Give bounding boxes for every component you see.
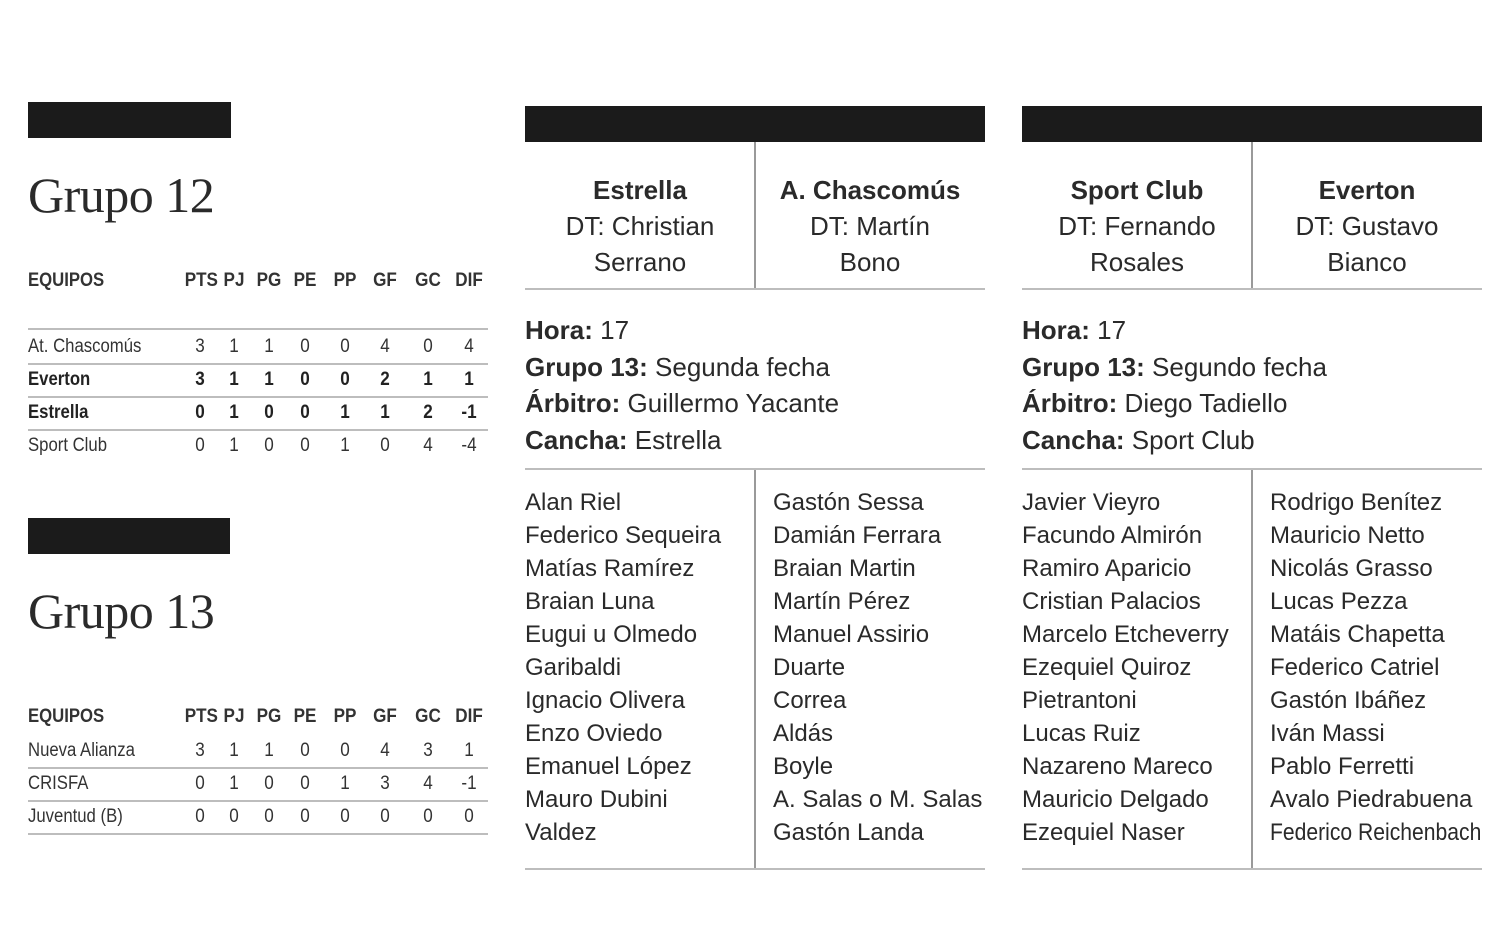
- player-name: Gastón Sessa: [773, 489, 924, 516]
- home-coach-line: DT: Fernando: [1058, 211, 1216, 241]
- player-name: Lucas Ruiz: [1022, 720, 1141, 747]
- stat-dif: 1: [464, 740, 474, 761]
- group-12-title: Grupo 12: [28, 167, 215, 223]
- match-header-bar: [1022, 106, 1482, 142]
- team-name: CRISFA: [28, 773, 89, 794]
- info-line: [525, 422, 839, 459]
- info-line: [525, 385, 839, 422]
- table-row: [28, 398, 488, 429]
- standings-header-row: [28, 706, 488, 732]
- info-value: Estrella: [627, 424, 722, 455]
- stat-pg: 0: [264, 402, 274, 423]
- header-equipos: EQUIPOS: [28, 706, 105, 727]
- player-name: Federico Catriel: [1270, 654, 1440, 681]
- stat-pe: 0: [300, 806, 310, 827]
- info-line: [1022, 312, 1327, 349]
- info-label: Cancha:: [1022, 424, 1125, 455]
- stat-pp: 1: [340, 435, 350, 456]
- stat-pts: 3: [195, 740, 205, 761]
- match-card-sportclub-everton: [1022, 106, 1482, 876]
- info-value: Guillermo Yacante: [620, 388, 840, 418]
- header-pj: PJ: [223, 706, 245, 727]
- stat-dif: 0: [464, 806, 474, 827]
- player-name: Valdez: [525, 819, 597, 846]
- header-pts: PTS: [184, 270, 218, 291]
- player-name: Braian Luna: [525, 588, 655, 615]
- player-name: Manuel Assirio: [773, 621, 930, 648]
- player-name: Mauricio Netto: [1270, 522, 1425, 549]
- team-name: Nueva Alianza: [28, 740, 135, 761]
- stat-gf: 1: [380, 402, 390, 423]
- stat-dif: -1: [461, 773, 477, 794]
- stat-gf: 0: [380, 806, 390, 827]
- header-dif: DIF: [455, 270, 483, 291]
- header-gf: GF: [373, 270, 397, 291]
- stat-dif: 1: [464, 369, 474, 390]
- group-12-standings-table: [28, 270, 488, 470]
- player-name: Nazareno Mareco: [1022, 753, 1213, 780]
- stat-pe: 0: [300, 402, 310, 423]
- home-team-name: Estrella: [593, 175, 687, 205]
- stat-gf: 0: [380, 435, 390, 456]
- header-dif: DIF: [455, 706, 483, 727]
- header-pg: PG: [256, 270, 282, 291]
- stat-gf: 4: [380, 740, 390, 761]
- stat-pj: 1: [229, 740, 239, 761]
- stat-pts: 3: [195, 369, 205, 390]
- home-players-list: [1022, 486, 1252, 849]
- home-team-name: Sport Club: [1070, 175, 1204, 205]
- stat-gc: 3: [423, 740, 433, 761]
- info-line: [525, 349, 839, 386]
- info-label: Árbitro:: [1022, 388, 1118, 418]
- info-value: 17: [592, 315, 630, 345]
- player-name: Avalo Piedrabuena: [1270, 786, 1473, 813]
- team-name: At. Chascomús: [28, 336, 142, 357]
- header-pg: PG: [256, 706, 282, 727]
- player-name: Garibaldi: [525, 654, 622, 681]
- player-name: Damián Ferrara: [773, 522, 942, 549]
- info-label: Grupo 13:: [1022, 351, 1145, 382]
- group-12-header-bar: [28, 102, 231, 138]
- section-divider: [1022, 868, 1482, 870]
- away-team-block: [1252, 172, 1482, 280]
- match-header-bar: [525, 106, 985, 142]
- stat-pj: 1: [229, 773, 239, 794]
- stat-pj: 1: [229, 336, 239, 357]
- info-value: 17: [1089, 315, 1127, 345]
- stat-gc: 4: [423, 435, 433, 456]
- header-equipos: EQUIPOS: [28, 270, 105, 291]
- stat-gf: 2: [380, 369, 390, 390]
- player-name: Matáis Chapetta: [1270, 621, 1445, 648]
- player-name: Gastón Landa: [773, 819, 924, 846]
- stat-gf: 4: [380, 336, 390, 357]
- stat-dif: -1: [461, 402, 477, 423]
- player-name: Correa: [773, 687, 847, 714]
- stat-pp: 0: [340, 740, 350, 761]
- table-row: [28, 802, 488, 833]
- info-label: Hora:: [525, 315, 593, 345]
- stat-pg: 0: [264, 806, 274, 827]
- stat-pp: 1: [340, 402, 350, 423]
- info-value: Sport Club: [1124, 424, 1255, 455]
- away-players-list: [773, 486, 1003, 849]
- stat-dif: -4: [461, 435, 477, 456]
- stat-pe: 0: [300, 369, 310, 390]
- standings-header-row: [28, 270, 488, 296]
- away-coach-line: Bono: [839, 247, 901, 277]
- team-name: Juventud (B): [28, 806, 123, 827]
- group-13-standings-table: [28, 706, 488, 836]
- info-line: [1022, 385, 1327, 422]
- info-label: Cancha:: [525, 424, 628, 455]
- stat-pj: 1: [229, 369, 239, 390]
- away-team-block: [755, 172, 985, 280]
- player-name: Lucas Pezza: [1270, 588, 1408, 615]
- table-row: [28, 736, 488, 767]
- player-name: Emanuel López: [525, 753, 692, 780]
- table-row: [28, 431, 488, 462]
- player-name: Iván Massi: [1270, 720, 1385, 747]
- header-pts: PTS: [184, 706, 218, 727]
- player-name: Ezequiel Naser: [1022, 819, 1185, 846]
- stat-pp: 0: [340, 806, 350, 827]
- player-name: Enzo Oviedo: [525, 720, 663, 747]
- info-label: Árbitro:: [525, 388, 621, 418]
- player-name: Duarte: [773, 654, 846, 681]
- header-gc: GC: [415, 706, 441, 727]
- player-name: A. Salas o M. Salas: [773, 786, 983, 813]
- player-name: Marcelo Etcheverry: [1022, 621, 1229, 648]
- player-name: Mauricio Delgado: [1022, 786, 1209, 813]
- stat-pe: 0: [300, 773, 310, 794]
- away-players-list: [1270, 486, 1500, 849]
- stat-pg: 0: [264, 773, 274, 794]
- stat-gc: 1: [423, 369, 433, 390]
- player-name: Boyle: [773, 753, 834, 780]
- player-name: Rodrigo Benítez: [1270, 489, 1443, 516]
- header-pp: PP: [333, 270, 357, 291]
- match-info: [1022, 312, 1327, 458]
- player-name: Pietrantoni: [1022, 687, 1137, 714]
- header-pp: PP: [333, 706, 357, 727]
- stat-pg: 1: [264, 369, 274, 390]
- player-name: Gastón Ibáñez: [1270, 687, 1427, 714]
- stat-dif: 4: [464, 336, 474, 357]
- header-pj: PJ: [223, 270, 245, 291]
- player-name: Facundo Almirón: [1022, 522, 1203, 549]
- header-gf: GF: [373, 706, 397, 727]
- player-name: Ezequiel Quiroz: [1022, 654, 1192, 681]
- match-card-estrella-chascomus: [525, 106, 985, 876]
- home-coach-line: Rosales: [1090, 247, 1184, 277]
- player-name: [1270, 816, 1500, 849]
- player-name: Pablo Ferretti: [1270, 753, 1415, 780]
- group-13-header-bar: [28, 518, 230, 554]
- home-coach-line: Serrano: [593, 247, 687, 277]
- stat-gc: 4: [423, 773, 433, 794]
- stat-gc: 0: [423, 806, 433, 827]
- away-team-name: A. Chascomús: [779, 175, 961, 205]
- stat-pj: 1: [229, 435, 239, 456]
- stat-gc: 0: [423, 336, 433, 357]
- player-name: Javier Vieyro: [1022, 489, 1161, 516]
- info-line: [1022, 422, 1327, 459]
- stat-pe: 0: [300, 740, 310, 761]
- player-name: Ramiro Aparicio: [1022, 555, 1192, 582]
- stat-pp: 0: [340, 369, 350, 390]
- team-name: Everton: [28, 369, 91, 390]
- stat-pe: 0: [300, 336, 310, 357]
- home-team-block: [525, 172, 755, 280]
- away-team-name: Everton: [1318, 175, 1416, 205]
- stat-pg: 0: [264, 435, 274, 456]
- home-team-block: [1022, 172, 1252, 280]
- player-name: Nicolás Grasso: [1270, 555, 1433, 582]
- table-divider: [28, 833, 488, 835]
- stat-pg: 1: [264, 336, 274, 357]
- table-divider: [28, 328, 488, 330]
- table-row: [28, 769, 488, 800]
- player-name: Matías Ramírez: [525, 555, 695, 582]
- stat-pts: 0: [195, 402, 205, 423]
- stat-pp: 1: [340, 773, 350, 794]
- player-name: Alan Riel: [525, 489, 622, 516]
- player-name: Cristian Palacios: [1022, 588, 1201, 615]
- stat-pe: 0: [300, 435, 310, 456]
- info-value: Segundo fecha: [1144, 351, 1327, 382]
- info-line: [525, 312, 839, 349]
- stat-pp: 0: [340, 336, 350, 357]
- group-13-title: Grupo 13: [28, 583, 215, 639]
- home-players-list: [525, 486, 755, 849]
- away-coach-line: DT: Martín: [810, 211, 930, 241]
- stat-pts: 3: [195, 336, 205, 357]
- header-gc: GC: [415, 270, 441, 291]
- section-divider: [1022, 288, 1482, 290]
- stat-pts: 0: [195, 806, 205, 827]
- player-name: Ignacio Olivera: [525, 687, 686, 714]
- player-name: Eugui u Olmedo: [525, 621, 698, 648]
- info-value: Diego Tadiello: [1117, 388, 1288, 418]
- home-coach-line: DT: Christian: [565, 211, 715, 241]
- header-pe: PE: [293, 706, 317, 727]
- stat-pj: 0: [229, 806, 239, 827]
- table-row: [28, 332, 488, 363]
- player-name: Aldás: [773, 720, 834, 747]
- stat-gf: 3: [380, 773, 390, 794]
- table-row: [28, 365, 488, 396]
- away-coach-line: DT: Gustavo: [1295, 211, 1439, 241]
- stat-pg: 1: [264, 740, 274, 761]
- stat-pj: 1: [229, 402, 239, 423]
- player-name: Braian Martin: [773, 555, 916, 582]
- section-divider: [525, 288, 985, 290]
- stat-pts: 0: [195, 773, 205, 794]
- stat-pts: 0: [195, 435, 205, 456]
- stat-gc: 2: [423, 402, 433, 423]
- info-line: [1022, 349, 1327, 386]
- player-name: Mauro Dubini: [525, 786, 668, 813]
- section-divider: [525, 868, 985, 870]
- match-info: [525, 312, 839, 458]
- info-value: Segunda fecha: [647, 351, 830, 382]
- player-name: Federico Sequeira: [525, 522, 722, 549]
- info-label: Hora:: [1022, 315, 1090, 345]
- header-pe: PE: [293, 270, 317, 291]
- player-name: Martín Pérez: [773, 588, 911, 615]
- info-label: Grupo 13:: [525, 351, 648, 382]
- team-name: Estrella: [28, 402, 89, 423]
- player-name-text: Federico Reichenbach: [1270, 819, 1482, 846]
- away-coach-line: Bianco: [1327, 247, 1407, 277]
- team-name: Sport Club: [28, 435, 108, 456]
